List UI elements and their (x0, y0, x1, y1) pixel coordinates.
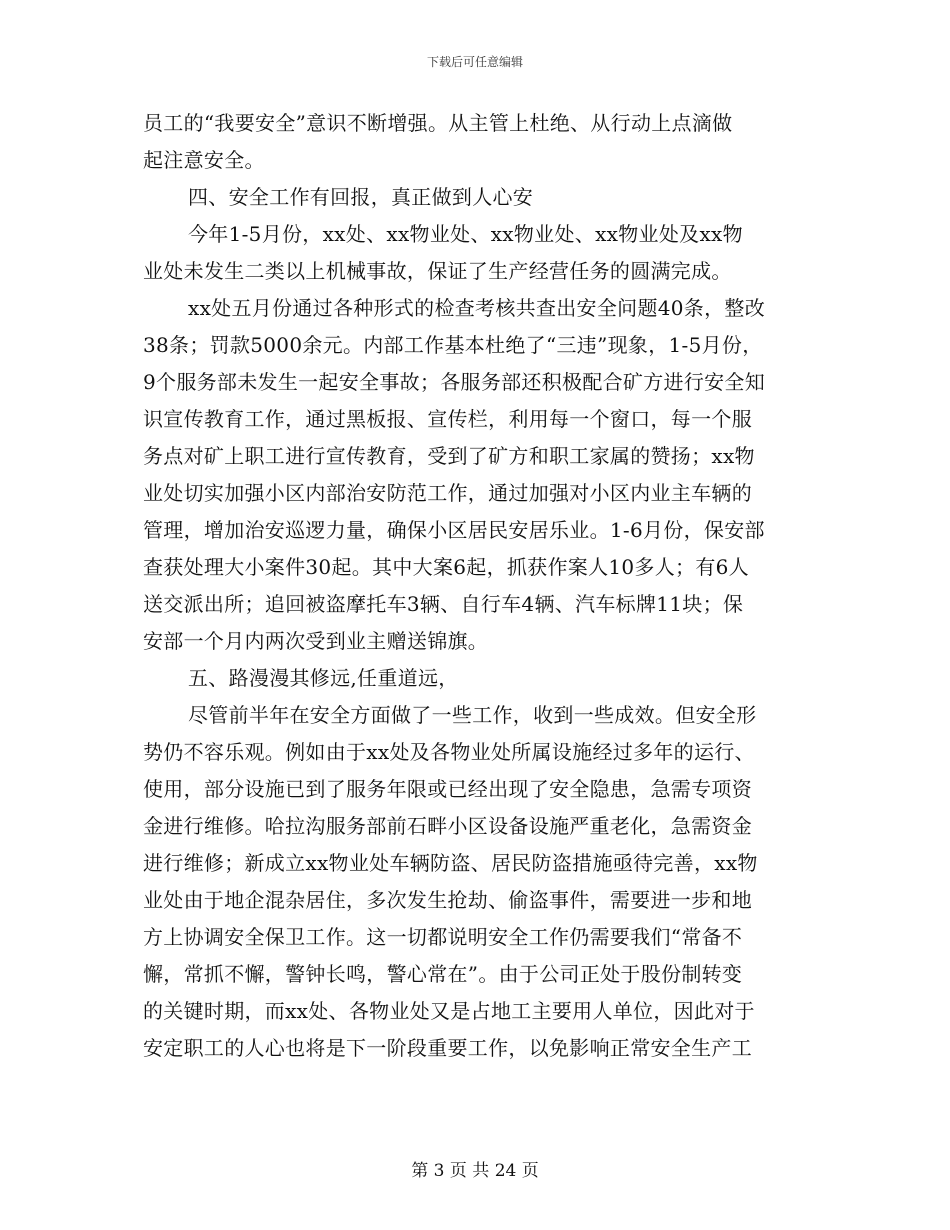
text-line: 查获处理大小案件30起。其中大案6起，抓获作案人10多人；有6人 (143, 555, 749, 579)
page-footer: 第 3 页 共 24 页 (411, 1161, 539, 1181)
text-line: 势仍不容乐观。例如由于xx处及各物业处所属设施经过多年的运行、 (143, 740, 755, 764)
section-heading: 五、路漫漫其修远,任重道远， (188, 666, 459, 690)
text-line: 安定职工的人心也将是下一阶段重要工作，以免影响正常安全生产工 (143, 1036, 752, 1060)
text-line: 安部一个月内两次受到业主赠送锦旗。 (143, 629, 489, 653)
body-text (143, 105, 805, 1067)
text-line: 的关键时期，而xx处、各物业处又是占地工主要用人单位，因此对于 (143, 999, 755, 1023)
text-line: 业处由于地企混杂居住，多次发生抢劫、偷盗事件，需要进一步和地 (143, 888, 752, 912)
text-line: 业处切实加强小区内部治安防范工作，通过加强对小区内业主车辆的 (143, 481, 752, 505)
text-line: 使用，部分设施已到了服务年限或已经出现了安全隐患，急需专项资 (143, 777, 752, 801)
text-line: 送交派出所；追回被盗摩托车3辆、自行车4辆、汽车标牌11块；保 (143, 592, 744, 616)
text-line: 38条；罚款5000余元。内部工作基本杜绝了“三违”现象，1-5月份， (143, 333, 763, 357)
text-line: 金进行维修。哈拉沟服务部前石畔小区设备设施严重老化，急需资金 (143, 814, 752, 838)
text-line: 识宣传教育工作，通过黑板报、宣传栏，利用每一个窗口，每一个服 (143, 407, 752, 431)
text-line: 管理，增加治安巡逻力量，确保小区居民安居乐业。1-6月份，保安部 (143, 518, 765, 542)
text-line: 今年1-5月份，xx处、xx物业处、xx物业处、xx物业处及xx物 (188, 222, 743, 246)
text-line: xx处五月份通过各种形式的检查考核共查出安全问题40条，整改 (188, 296, 766, 320)
text-line: 懈，常抓不懈，警钟长鸣，警心常在”。由于公司正处于股份制转变 (143, 962, 743, 986)
page-header: 下载后可任意编辑 (426, 55, 523, 69)
text-line: 员工的“我要安全”意识不断增强。从主管上杜绝、从行动上点滴做 (143, 111, 733, 135)
text-line: 业处未发生二类以上机械事故，保证了生产经营任务的圆满完成。 (143, 259, 732, 283)
text-line: 方上协调安全保卫工作。这一切都说明安全工作仍需要我们“常备不 (143, 925, 743, 949)
text-line: 起注意安全。 (143, 148, 265, 172)
text-line: 务点对矿上职工进行宣传教育，受到了矿方和职工家属的赞扬；xx物 (143, 444, 755, 468)
text-line: 进行维修；新成立xx物业处车辆防盗、居民防盗措施亟待完善，xx物 (143, 851, 758, 875)
text-line: 9个服务部未发生一起安全事故；各服务部还积极配合矿方进行安全知 (143, 370, 766, 394)
text-line: 尽管前半年在安全方面做了一些工作，收到一些成效。但安全形 (188, 703, 757, 727)
section-heading: 四、安全工作有回报，真正做到人心安 (188, 185, 534, 209)
